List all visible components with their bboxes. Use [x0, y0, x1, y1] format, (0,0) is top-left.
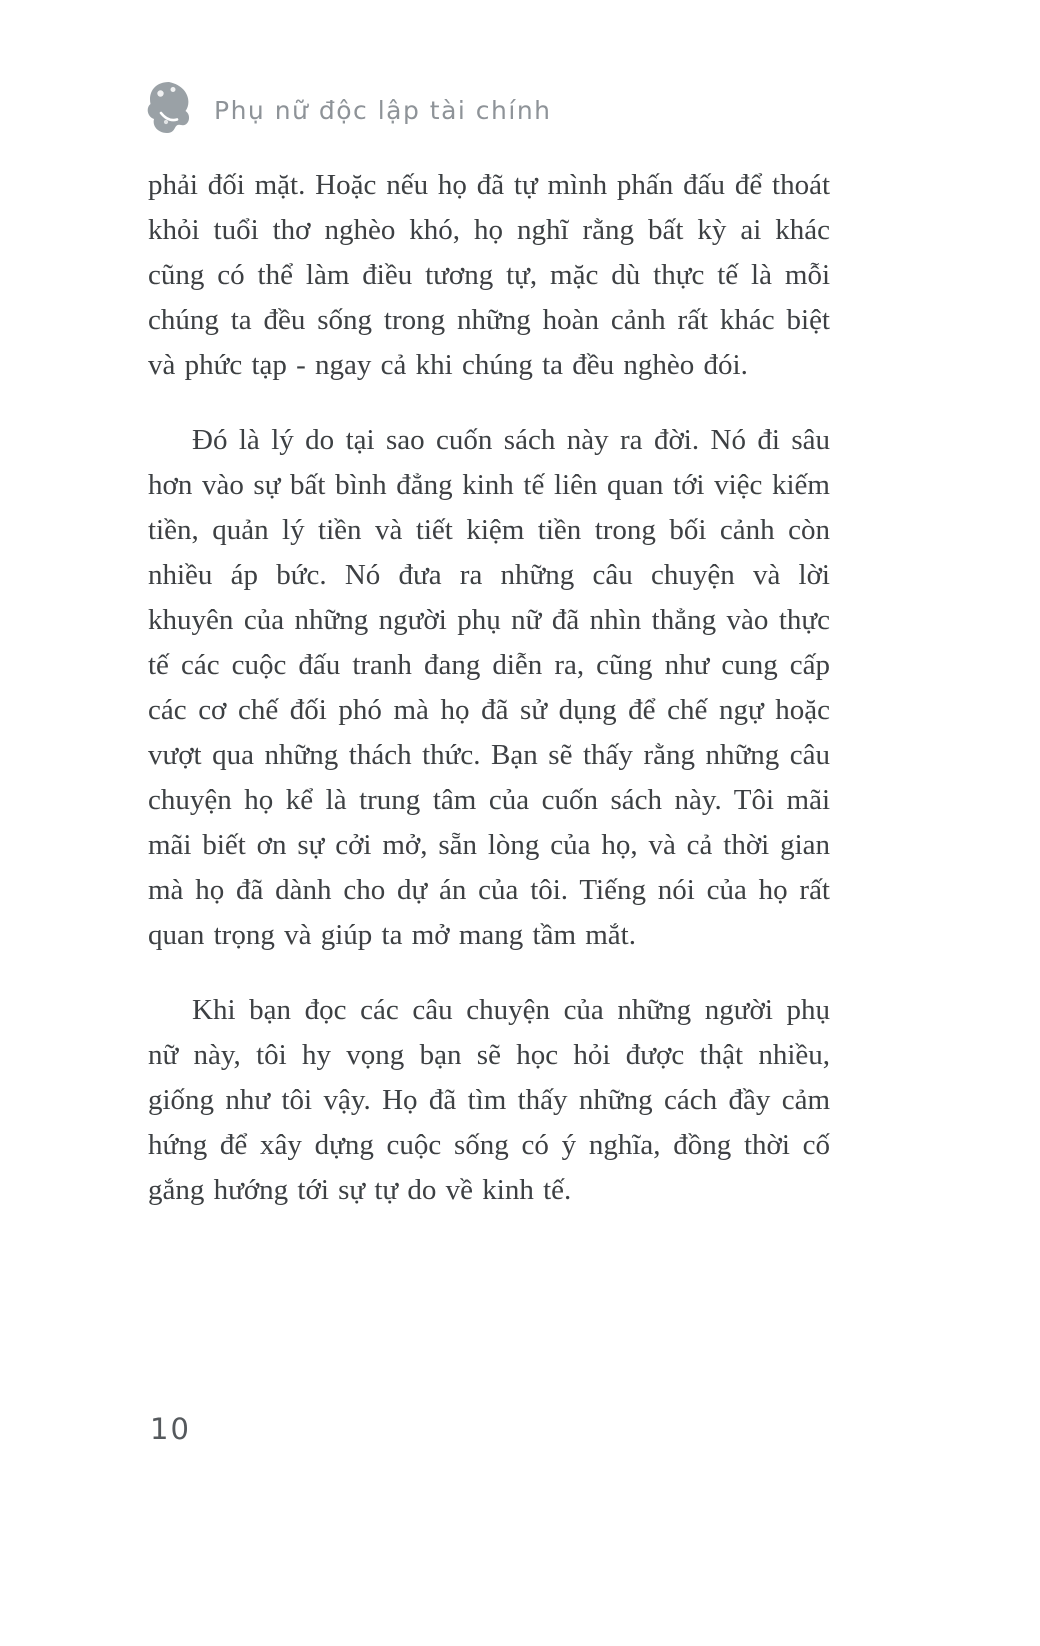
page-body-text: [148, 163, 830, 1243]
paragraph: Đó là lý do tại sao cuốn sách này ra đời. Nó đi sâu hơn vào sự bất bình đẳng kinh tế liên quan tới việc kiếm tiền, quản lý tiền và tiết kiệm tiền trong bối cảnh còn nhiều áp bức. Nó đưa ra những câu chuyện và lời khuyên của những người phụ nữ đã nhìn thẳng vào thực tế các cuộc đấu tranh đang diễn ra, cũng như cung cấp các cơ chế đối phó mà họ đã sử dụng để chế ngự hoặc vượt qua những thách thức. Bạn sẽ thấy rằng những câu chuyện họ kể là trung tâm của cuốn sách này. Tôi mãi mãi biết ơn sự cởi mở, sẵn lòng của họ, và cả thời gian mà họ đã dành cho dự án của tôi. Tiếng nói của họ rất quan trọng và giúp ta mở mang tầm mắt.: [148, 424, 830, 951]
paragraph: Khi bạn đọc các câu chuyện của những người phụ nữ này, tôi hy vọng bạn sẽ học hỏi được thật nhiều, giống như tôi vậy. Họ đã tìm thấy những cách đầy cảm hứng để xây dựng cuộc sống có ý nghĩa, đồng thời cố gắng hướng tới sự tự do về kinh tế.: [148, 994, 830, 1206]
publisher-animal-mascot-icon: [142, 78, 196, 136]
page-header: [142, 78, 552, 136]
running-head-title: Phụ nữ độc lập tài chính: [214, 95, 552, 125]
paragraph: phải đối mặt. Hoặc nếu họ đã tự mình phấn đấu để thoát khỏi tuổi thơ nghèo khó, họ nghĩ rằng bất kỳ ai khác cũng có thể làm điều tương tự, mặc dù thực tế là mỗi chúng ta đều sống trong những hoàn cảnh rất khác biệt và phức tạp - ngay cả khi chúng ta đều nghèo đói.: [148, 169, 830, 381]
page-number: 10: [150, 1412, 191, 1446]
